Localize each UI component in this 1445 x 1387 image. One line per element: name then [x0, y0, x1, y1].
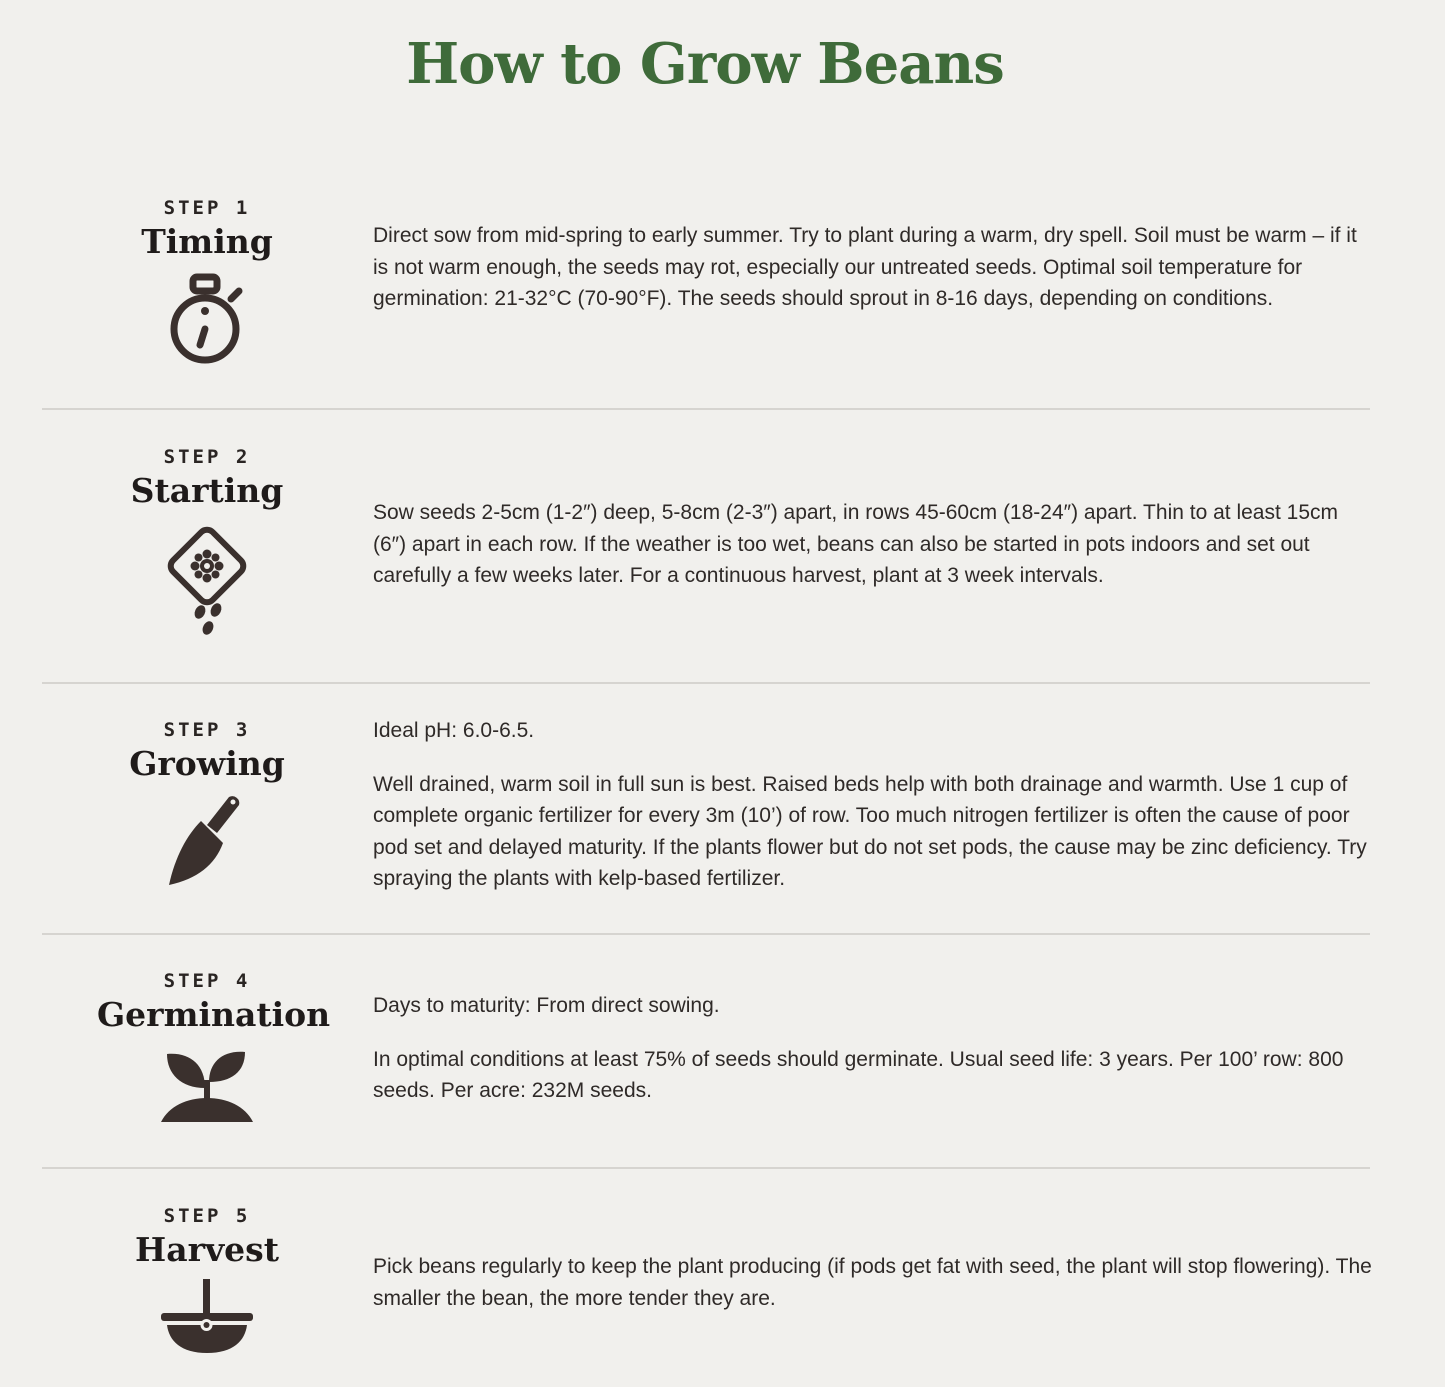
- step-paragraph: Ideal pH: 6.0-6.5.: [373, 719, 535, 742]
- step-paragraph: Pick beans regularly to keep the plant producing (if pods get fat with seed, the plant will stop flowering). The smaller the bean, the more tender they are.: [373, 1255, 1372, 1310]
- divider: [42, 408, 1370, 410]
- divider: [42, 682, 1370, 684]
- basket-icon: [159, 1279, 255, 1357]
- step-header: [97, 196, 317, 367]
- step-number: STEP 1: [163, 197, 251, 219]
- step-paragraph: In optimal conditions at least 75% of seeds should germinate. Usual seed life: 3 years. Per 100’ row: 800 seeds. Per acre: 232M seeds.: [373, 1047, 1344, 1102]
- step-number: STEP 4: [163, 970, 251, 992]
- stopwatch-icon: [165, 271, 249, 367]
- step-header: [97, 718, 317, 889]
- step-title: Starting: [130, 471, 284, 510]
- step-description: [373, 497, 1373, 614]
- divider: [42, 1167, 1370, 1169]
- step-paragraph: Direct sow from mid-spring to early summer. Try to plant during a warm, dry spell. Soil must be warm – if it is not warm enough, the seeds may rot, especially our untreated seeds. Optimal soil temperature for germination: 21-32°C (70-90°F). The seeds should sprout in 8-16 days, depending on conditions.: [373, 224, 1357, 310]
- step-number: STEP 3: [163, 719, 251, 741]
- step-header: [97, 445, 317, 638]
- page-title: How to Grow Beans: [406, 31, 1004, 97]
- step-description: [373, 1251, 1373, 1336]
- step-description: [373, 220, 1373, 337]
- step-header: [97, 969, 331, 1124]
- step-title: Growing: [129, 744, 285, 783]
- step-paragraph: Days to maturity: From direct sowing.: [373, 994, 720, 1017]
- step-paragraph: Well drained, warm soil in full sun is best. Raised beds help with both drainage and warmth. Use 1 cup of complete organic fertilizer for every 3m (10’) of row. Too much nitrogen fertilizer is often the cause of poor pod set and delayed maturity. If the plants flower but do not set pods, the cause may be zinc deficiency. Try spraying the plants with kelp-based fertilizer.: [373, 772, 1367, 890]
- sprout-icon: [159, 1044, 255, 1124]
- step-header: [97, 1204, 317, 1357]
- step-number: STEP 5: [163, 1205, 251, 1227]
- step-description: [373, 990, 1373, 1129]
- step-number: STEP 2: [163, 446, 251, 468]
- step-paragraph: Sow seeds 2-5cm (1-2″) deep, 5-8cm (2-3″) apart, in rows 45-60cm (18-24″) apart. Thin to at least 15cm (6″) apart in each row. If the weather is too wet, beans can also be started in pots indoors and set out carefully a few weeks later. For a continuous harvest, plant at 3 week intervals.: [373, 501, 1338, 587]
- step-title: Germination: [97, 995, 331, 1034]
- divider: [42, 933, 1370, 935]
- step-description: [373, 715, 1373, 917]
- trowel-icon: [161, 793, 253, 889]
- step-title: Harvest: [135, 1230, 279, 1269]
- step-title: Timing: [141, 222, 273, 261]
- seed-packet-icon: [162, 520, 252, 638]
